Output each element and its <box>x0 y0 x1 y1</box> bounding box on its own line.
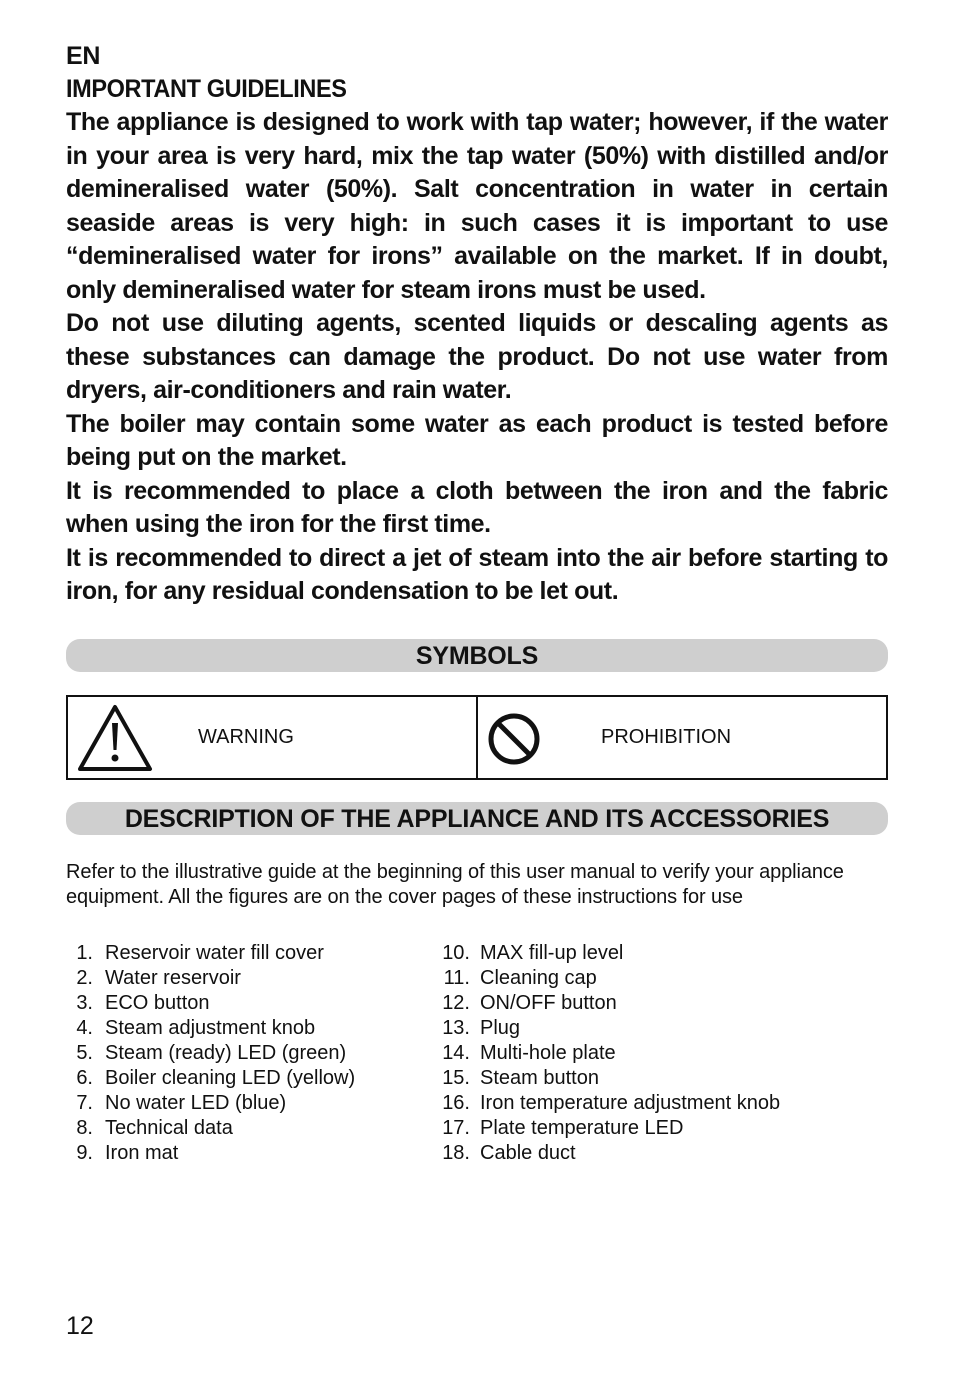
item-text: Iron temperature adjustment knob <box>480 1092 781 1114</box>
item-text: ECO button <box>105 992 210 1014</box>
item-text: Multi-hole plate <box>480 1042 616 1064</box>
guidelines-title: IMPORTANT GUIDELINES <box>66 75 347 103</box>
item-number: 13. <box>442 1017 470 1039</box>
item-text: Water reservoir <box>105 967 241 989</box>
item-text: Plate temperature LED <box>480 1117 684 1139</box>
item-number: 2. <box>76 967 93 989</box>
item-number: 1. <box>76 942 93 964</box>
item-text: Cleaning cap <box>480 967 597 989</box>
item-number: 8. <box>76 1117 93 1139</box>
guideline-paragraph: It is recommended to direct a jet of steam into the air before starting to iron, for any residual condensation to be let out. <box>66 543 888 605</box>
item-number: 15. <box>442 1067 470 1089</box>
item-number: 17. <box>442 1117 470 1139</box>
component-list-right <box>436 941 780 1166</box>
list-item <box>436 966 780 991</box>
item-number: 7. <box>76 1092 93 1114</box>
guideline-paragraph: The appliance is designed to work with tap water; however, if the water in your area is very hard, mix the tap water (50%) with distilled and/or demineralised water (50%). Salt concentration in water in certain seaside areas is very high: in such cases it is important to use “demineralised water for irons” available on the market. If in doubt, only demineralised water for steam irons must be used. <box>66 108 888 304</box>
item-number: 11. <box>443 967 470 989</box>
prohibition-icon <box>486 711 542 772</box>
item-text: No water LED (blue) <box>105 1092 287 1114</box>
list-item <box>66 941 355 966</box>
list-item <box>66 1091 355 1116</box>
list-item <box>436 1141 780 1166</box>
item-text: Steam adjustment knob <box>105 1017 316 1039</box>
list-item <box>66 991 355 1016</box>
list-item <box>66 1141 355 1166</box>
prohibition-label: PROHIBITION <box>601 726 732 748</box>
warning-label: WARNING <box>198 726 294 748</box>
item-number: 5. <box>76 1042 93 1064</box>
guideline-paragraph: The boiler may contain some water as each product is tested before being put on the market. <box>66 409 888 471</box>
guidelines-section <box>66 40 888 609</box>
description-intro: Refer to the illustrative guide at the beginning of this user manual to verify your appliance equipment. All the figures are on the cover pages of these instructions for use <box>66 861 844 908</box>
list-item <box>66 1066 355 1091</box>
list-item <box>66 1116 355 1141</box>
item-text: Reservoir water fill cover <box>105 942 324 964</box>
page-number: 12 <box>66 1312 94 1340</box>
item-text: Plug <box>480 1017 521 1039</box>
guideline-paragraph: It is recommended to place a cloth between the iron and the fabric when using the iron for the first time. <box>66 476 888 538</box>
warning-cell <box>68 697 476 778</box>
list-item <box>436 941 780 966</box>
item-text: Steam (ready) LED (green) <box>105 1042 347 1064</box>
item-text: Iron mat <box>105 1142 179 1164</box>
list-item <box>436 991 780 1016</box>
item-number: 12. <box>442 992 470 1014</box>
list-item <box>66 1016 355 1041</box>
item-number: 6. <box>76 1067 93 1089</box>
item-number: 9. <box>76 1142 93 1164</box>
item-number: 4. <box>76 1017 93 1039</box>
item-number: 10. <box>442 942 470 964</box>
item-number: 16. <box>442 1092 470 1114</box>
list-item <box>66 1041 355 1066</box>
symbols-table <box>66 695 888 780</box>
component-list-left <box>66 941 355 1166</box>
item-text: Boiler cleaning LED (yellow) <box>105 1067 356 1089</box>
item-text: MAX fill-up level <box>480 942 624 964</box>
language-code: EN <box>66 42 101 70</box>
item-text: ON/OFF button <box>480 992 617 1014</box>
warning-triangle-icon <box>76 703 154 778</box>
item-number: 3. <box>76 992 93 1014</box>
list-item <box>436 1091 780 1116</box>
description-section-title: DESCRIPTION OF THE APPLIANCE AND ITS ACCESSORIES <box>66 802 888 835</box>
item-number: 14. <box>442 1042 470 1064</box>
list-item <box>436 1041 780 1066</box>
guideline-paragraph: Do not use diluting agents, scented liquids or descaling agents as these substances can damage the product. Do not use water from dryers, air-conditioners and rain water. <box>66 309 888 404</box>
prohibition-cell <box>476 697 886 778</box>
item-text: Technical data <box>105 1117 233 1139</box>
list-item <box>436 1116 780 1141</box>
list-item <box>436 1066 780 1091</box>
item-number: 18. <box>442 1142 470 1164</box>
item-text: Cable duct <box>480 1142 576 1164</box>
item-text: Steam button <box>480 1067 599 1089</box>
list-item <box>436 1016 780 1041</box>
list-item <box>66 966 355 991</box>
symbols-section-title: SYMBOLS <box>66 639 888 672</box>
